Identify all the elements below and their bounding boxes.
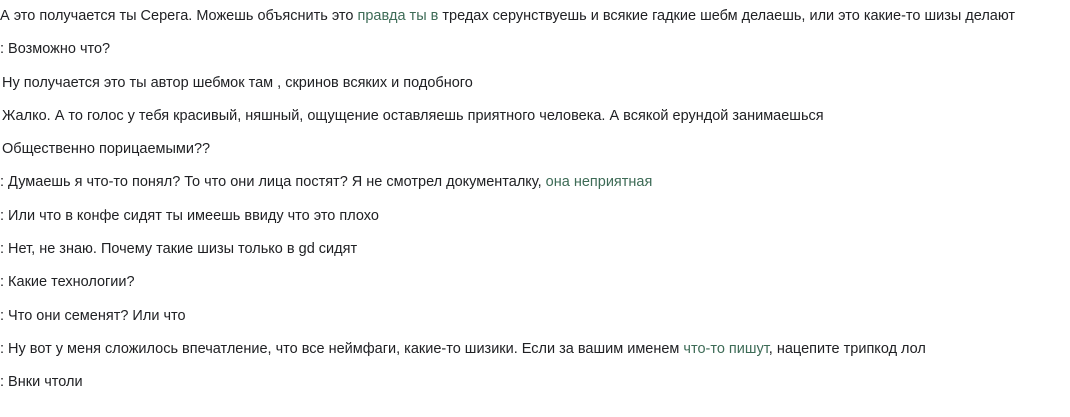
chat-message-line	[0, 333, 1070, 366]
chat-message-line	[0, 133, 1070, 166]
message-text: , нацепите трипкод лол	[768, 340, 926, 357]
chat-message-line	[0, 33, 1070, 66]
message-text: . Если за вашим именем	[513, 340, 684, 357]
chat-message-line	[0, 300, 1070, 333]
chat-message-line	[0, 67, 1070, 100]
chat-message-line	[0, 200, 1070, 233]
message-text: : Ну вот у меня сложилось впечатление, что все	[0, 340, 329, 357]
chat-message-line	[0, 100, 1070, 133]
message-highlight-text[interactable]: что-то пишут	[683, 340, 769, 357]
message-text: Общественно порицаемыми??	[2, 141, 211, 158]
message-text: : Что они семенят? Или что	[0, 307, 186, 324]
chat-message-line	[0, 233, 1070, 266]
message-text: : Внки чтоли	[0, 374, 83, 391]
chat-message-line	[0, 266, 1070, 299]
message-text: Жалко. А то голос у тебя красивый, няшный, ощущение оставляешь приятного человека. А всякой ерундой занимаешься	[2, 107, 824, 124]
message-text: : Думаешь я что-то понял? То что они лица постят? Я не смотрел документалку,	[0, 174, 546, 191]
chat-message-line	[0, 0, 1070, 33]
message-text: Ну получается это ты автор шебмок там , скринов всяких и подобного	[2, 74, 473, 91]
message-text: : Возможно что?	[0, 41, 111, 58]
message-text: : Нет, не знаю. Почему такие шизы только в gd сидят	[0, 241, 358, 258]
message-text: неймфаги, какие-то шизики	[328, 340, 514, 357]
message-highlight-text[interactable]: она неприятная	[545, 174, 653, 191]
chat-message-line	[0, 166, 1070, 199]
message-text: : Какие технологии?	[0, 274, 135, 291]
chat-message-line	[0, 366, 1070, 399]
message-highlight-text[interactable]: правда ты в	[357, 8, 439, 24]
message-text: А это получается ты Серега. Можешь объяснить это	[0, 8, 358, 24]
message-text: : Или что в конфе сидят ты имеешь ввиду что это плохо	[0, 207, 379, 224]
message-text: тредах серунствуешь и всякие гадкие шебм делаешь, или это какие-то шизы делают	[438, 8, 1016, 24]
